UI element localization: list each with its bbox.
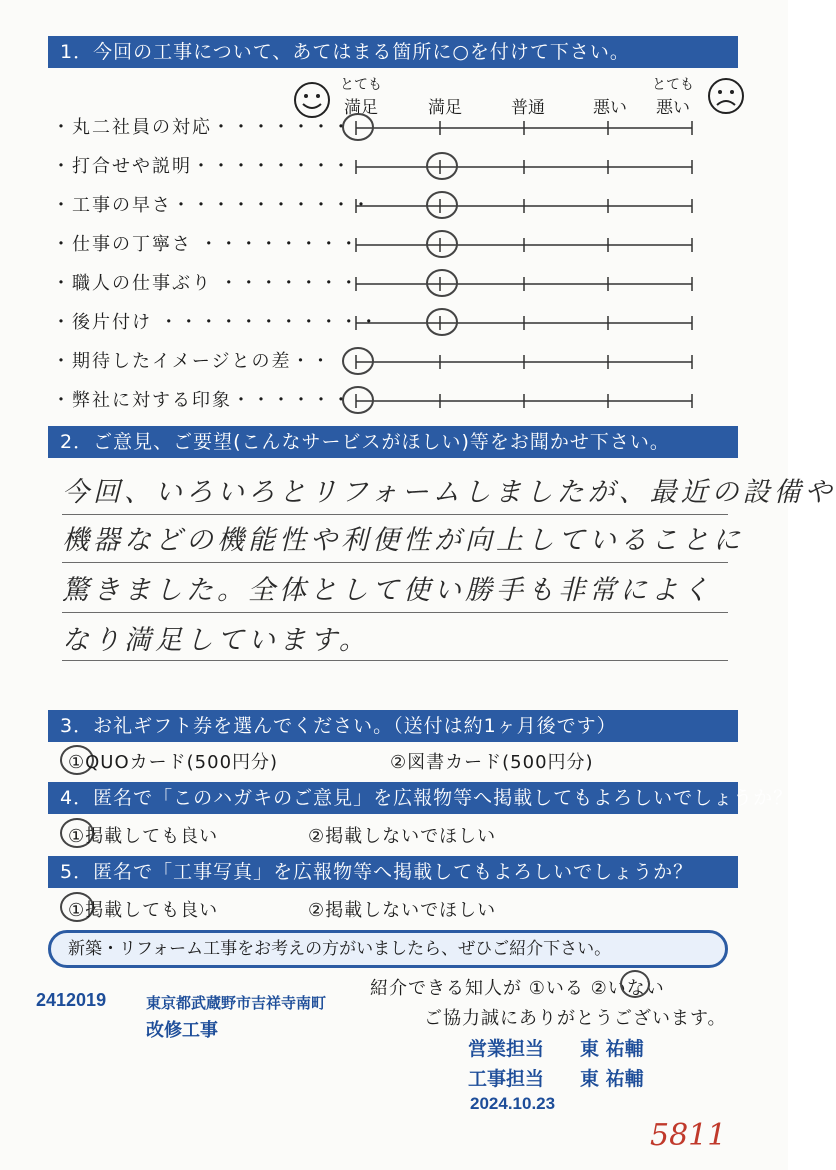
rating-item-label: ・丸二社員の対応・・・・・・・ xyxy=(52,117,352,138)
selected-rating-circle xyxy=(427,309,457,335)
rating-scale-line xyxy=(340,230,720,260)
survey-date: 2024.10.23 xyxy=(470,1094,556,1113)
rating-scale-line xyxy=(340,113,720,143)
scale-bad: 悪い xyxy=(593,98,627,118)
ruled-line xyxy=(62,660,728,661)
comment-line-4: なり満足しています。 xyxy=(62,625,370,656)
work-type: 改修工事 xyxy=(146,1020,218,1041)
selected-rating-circle xyxy=(343,348,373,374)
comment-line-3: 驚きました。全体として使い勝手も非常によく xyxy=(62,575,713,606)
scale-normal: 普通 xyxy=(511,98,545,118)
selected-rating-circle xyxy=(427,192,457,218)
customer-code: 2412019 xyxy=(36,990,107,1010)
selected-rating-circle xyxy=(427,153,457,179)
q3-option-1: ①QUOカード(500円分) xyxy=(68,752,279,773)
rating-scale-line xyxy=(340,386,720,416)
q3-header: 3．お礼ギフト券を選んでください。（送付は約1ヶ月後です） xyxy=(48,710,738,742)
construction-label: 工事担当 xyxy=(468,1068,545,1090)
q2-header: 2．ご意見、ご要望(こんなサービスがほしい)等をお聞かせ下さい。 xyxy=(48,426,738,458)
customer-address: 東京都武蔵野市吉祥寺南町 xyxy=(146,994,327,1012)
rating-item-label: ・弊社に対する印象・・・・・・ xyxy=(52,390,352,411)
selected-rating-circle xyxy=(343,387,373,413)
scale-very-bad-bottom: 悪い xyxy=(656,98,690,118)
scale-very-satisfied-top: とても xyxy=(340,77,382,93)
q1-header: 1．今回の工事について、あてはまる箇所に○を付けて下さい。 xyxy=(48,36,738,68)
q4-option-1: ①掲載しても良い xyxy=(68,826,219,847)
rating-item-label: ・後片付け ・・・・・・・・・・・ xyxy=(52,312,380,333)
scale-very-bad-top: とても xyxy=(652,77,694,93)
frown-face-icon xyxy=(706,76,746,116)
rating-scale-line xyxy=(340,308,720,338)
construction-name: 東 祐輔 xyxy=(580,1068,644,1090)
rating-scale-line xyxy=(340,347,720,377)
selected-rating-circle xyxy=(343,114,373,140)
selected-circle-mark xyxy=(620,970,650,998)
rating-scale-line xyxy=(340,269,720,299)
q4-option-2: ②掲載しないでほしい xyxy=(308,826,497,847)
scale-very-satisfied-bottom: 満足 xyxy=(344,98,378,118)
q3-option-2: ②図書カード(500円分) xyxy=(390,752,594,773)
ruled-line xyxy=(62,612,728,613)
rating-scale-line xyxy=(340,191,720,221)
serial-number: 5811 xyxy=(650,1118,727,1153)
selected-rating-circle xyxy=(427,231,457,257)
comment-line-2: 機器などの機能性や利便性が向上していることに xyxy=(62,525,744,556)
ruled-line xyxy=(62,562,728,563)
thanks-text: ご協力誠にありがとうございます。 xyxy=(424,1008,727,1029)
sales-label: 営業担当 xyxy=(468,1038,545,1060)
smile-face-icon xyxy=(292,80,332,120)
scale-satisfied: 満足 xyxy=(428,98,462,118)
selected-rating-circle xyxy=(427,270,457,296)
rating-item-label: ・期待したイメージとの差・・ xyxy=(52,351,332,372)
q5-header: 5．匿名で「工事写真」を広報物等へ掲載してもよろしいでしょうか？ xyxy=(48,856,738,888)
comment-line-1: 今回、いろいろとリフォームしましたが、最近の設備や xyxy=(62,477,836,508)
sales-name: 東 祐輔 xyxy=(580,1038,644,1060)
q5-option-1: ①掲載しても良い xyxy=(68,900,219,921)
ruled-line xyxy=(62,514,728,515)
rating-scale-line xyxy=(340,152,720,182)
q4-header: 4．匿名で「このハガキのご意見」を広報物等へ掲載してもよろしいでしょうか？ xyxy=(48,782,738,814)
referral-banner-text: 新築・リフォーム工事をお考えの方がいましたら、ぜひご紹介下さい。 xyxy=(68,939,612,959)
rating-item-label: ・工事の早さ・・・・・・・・・・ xyxy=(52,195,372,216)
q5-option-2: ②掲載しないでほしい xyxy=(308,900,497,921)
rating-item-label: ・打合せや説明・・・・・・・・ xyxy=(52,156,352,177)
referral-question: 紹介できる知人が ①いる ②いない xyxy=(370,978,665,999)
rating-item-label: ・仕事の丁寧さ ・・・・・・・・ xyxy=(52,234,360,255)
rating-item-label: ・職人の仕事ぶり ・・・・・・・ xyxy=(52,273,360,294)
